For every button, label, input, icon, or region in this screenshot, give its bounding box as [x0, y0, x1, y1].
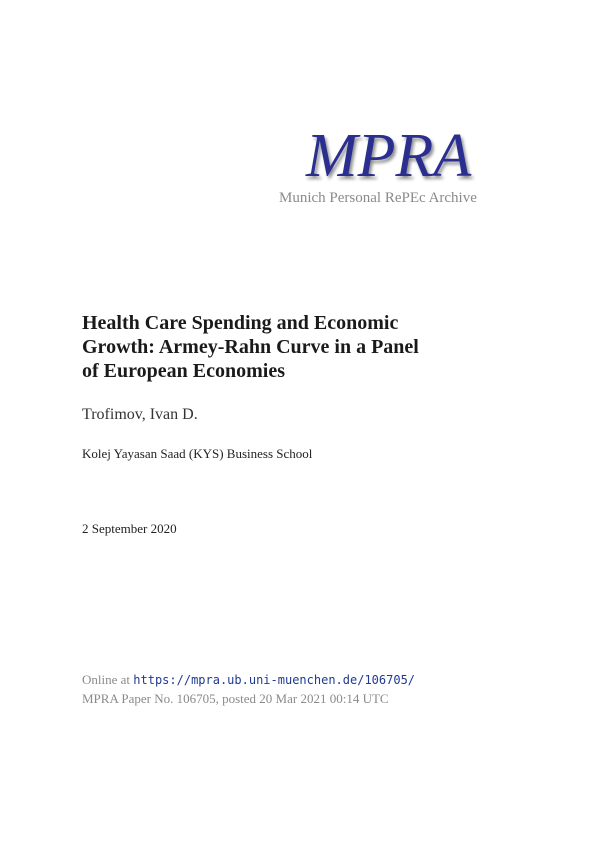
paper-title-line: Health Care Spending and Economic: [82, 312, 399, 334]
author-name: Trofimov, Ivan D.: [82, 406, 198, 423]
logo-subtitle: Munich Personal RePEc Archive: [279, 190, 477, 206]
paper-title-line: of European Economies: [82, 360, 285, 382]
mpra-logo-graphic: [300, 118, 510, 188]
mpra-logo: [300, 118, 510, 188]
mpra-logo-text: MPRA: [306, 122, 472, 188]
paper-date: 2 September 2020: [82, 521, 177, 536]
online-line: [82, 672, 415, 688]
paper-title: [82, 311, 512, 383]
paper-title-line: Growth: Armey-Rahn Curve in a Panel: [82, 336, 419, 358]
paper-url-link[interactable]: https://mpra.ub.uni-muenchen.de/106705/: [133, 673, 416, 687]
online-prefix: Online at: [82, 672, 131, 687]
paper-number-line: MPRA Paper No. 106705, posted 20 Mar 2021 00:14 UTC: [82, 691, 389, 706]
author-affiliation: Kolej Yayasan Saad (KYS) Business School: [82, 446, 313, 461]
